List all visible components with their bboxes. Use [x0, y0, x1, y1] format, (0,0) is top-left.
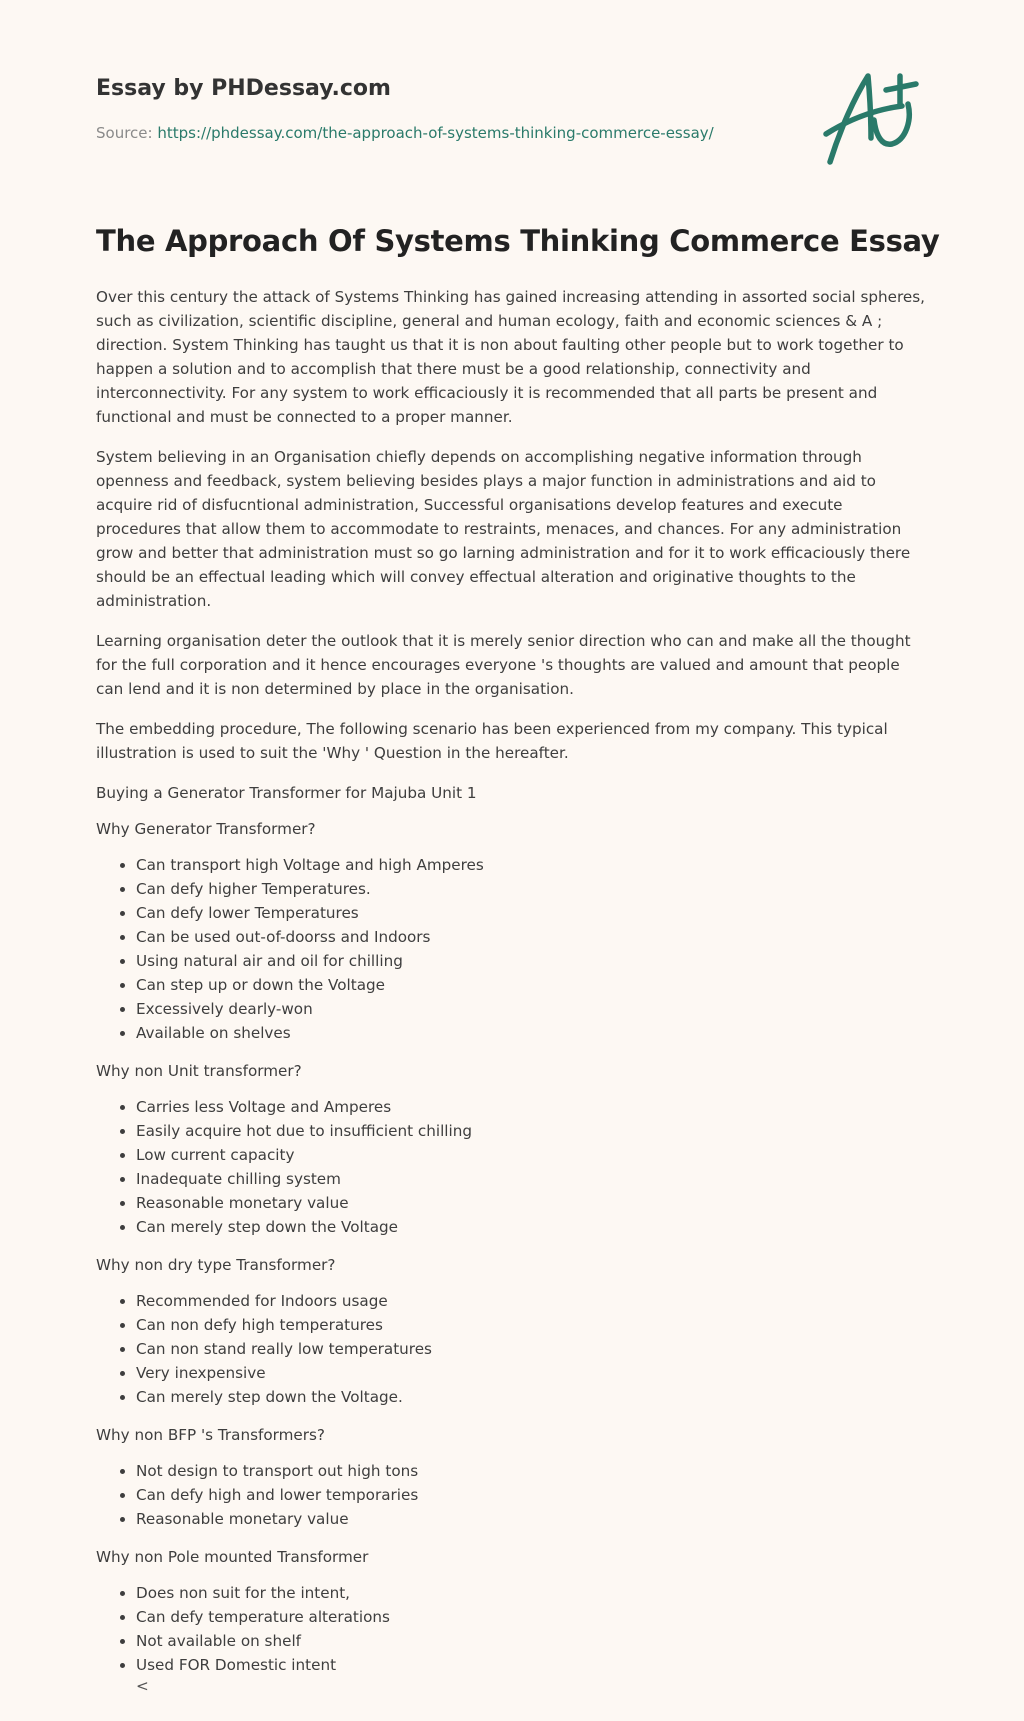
essay-title: The Approach Of Systems Thinking Commerce Essay	[96, 224, 940, 258]
list-item: • Low current capacity	[136, 1143, 926, 1167]
list-item: • Can defy lower Temperatures	[136, 901, 926, 925]
paragraph: Over this century the attack of Systems Thinking has gained increasing attending in assorted social spheres, such as civilization, scientific discipline, general and human ecology, faith and economic sciences & A ; direction. System Thinking has taught us that it is non about faulting other people but to work together to happen a solution and to accomplish that there must be a good relationship, connectivity and interconnectivity. For any system to work efficaciously it is recommended that all parts be present and functional and must be connected to a proper manner.	[96, 288, 925, 426]
list-item: • Can non defy high temperatures	[136, 1313, 926, 1337]
paragraph: The embedding procedure, The following scenario has been experienced from my company. This typical illustration is used to suit the 'Why ' Question in the hereafter.	[96, 720, 888, 762]
section-heading: Why Generator Transformer?	[96, 820, 316, 838]
paragraph: System believing in an Organisation chiefly depends on accomplishing negative information through openness and feedback, system believing besides plays a major function in administrations and aid to acquire rid of disfucntional administration, Successful organisations develop features and execute procedures that allow them to accommodate to restraints, menaces, and chances. For any administration grow and better that administration must so go larning administration and for it to work efficaciously there should be an effectual leading which will convey effectual alteration and originative thoughts to the administration.	[96, 448, 911, 610]
list-item: • Easily acquire hot due to insufficient chilling	[136, 1119, 926, 1143]
source-link[interactable]: https://phdessay.com/the-approach-of-systems-thinking-commerce-essay/	[157, 124, 714, 142]
source-line	[96, 124, 714, 142]
list-item: • Not design to transport out high tons	[136, 1459, 926, 1483]
list-item: • Can defy higher Temperatures.	[136, 877, 926, 901]
trailing-text: <	[136, 1677, 149, 1695]
list-item: • Very inexpensive	[136, 1361, 926, 1385]
list-item: • Can non stand really low temperatures	[136, 1337, 926, 1361]
bullet-list	[96, 853, 926, 1045]
list-item: • Reasonable monetary value	[136, 1507, 926, 1531]
bullet-list	[96, 1459, 926, 1531]
section-heading: Why non BFP 's Transformers?	[96, 1426, 325, 1444]
bullet-list	[96, 1289, 926, 1409]
list-item: • Can step up or down the Voltage	[136, 973, 926, 997]
list-item: • Can be used out-of-doorss and Indoors	[136, 925, 926, 949]
list-item: • Using natural air and oil for chilling	[136, 949, 926, 973]
section-heading: Why non dry type Transformer?	[96, 1256, 336, 1274]
bullet-list	[96, 1095, 926, 1239]
list-item: • Can defy high and lower temporaries	[136, 1483, 926, 1507]
list-item: • Used FOR Domestic intent	[136, 1653, 926, 1677]
section-heading: Why non Unit transformer?	[96, 1062, 302, 1080]
list-item: • Can merely step down the Voltage.	[136, 1385, 926, 1409]
list-item: • Reasonable monetary value	[136, 1191, 926, 1215]
list-item: • Not available on shelf	[136, 1629, 926, 1653]
list-item: • Excessively dearly-won	[136, 997, 926, 1021]
list-item: • Can merely step down the Voltage	[136, 1215, 926, 1239]
list-item: • Inadequate chilling system	[136, 1167, 926, 1191]
essay-body	[96, 285, 926, 1695]
site-title: Essay by PHDessay.com	[96, 76, 391, 101]
list-item: • Can transport high Voltage and high Amperes	[136, 853, 926, 877]
paragraph: Learning organisation deter the outlook that it is merely senior direction who can and make all the thought for the full corporation and it hence encourages everyone 's thoughts are valued and amount that people can lend and it is non determined by place in the organisation.	[96, 632, 911, 698]
section-heading: Why non Pole mounted Transformer	[96, 1548, 369, 1566]
list-item: • Available on shelves	[136, 1021, 926, 1045]
a-plus-logo-icon	[820, 68, 932, 168]
list-item: • Can defy temperature alterations	[136, 1605, 926, 1629]
list-item: • Does non suit for the intent,	[136, 1581, 926, 1605]
paragraph: Buying a Generator Transformer for Majuba Unit 1	[96, 784, 477, 802]
list-item: • Recommended for Indoors usage	[136, 1289, 926, 1313]
bullet-list	[96, 1581, 926, 1677]
source-label: Source:	[96, 124, 153, 142]
list-item: • Carries less Voltage and Amperes	[136, 1095, 926, 1119]
